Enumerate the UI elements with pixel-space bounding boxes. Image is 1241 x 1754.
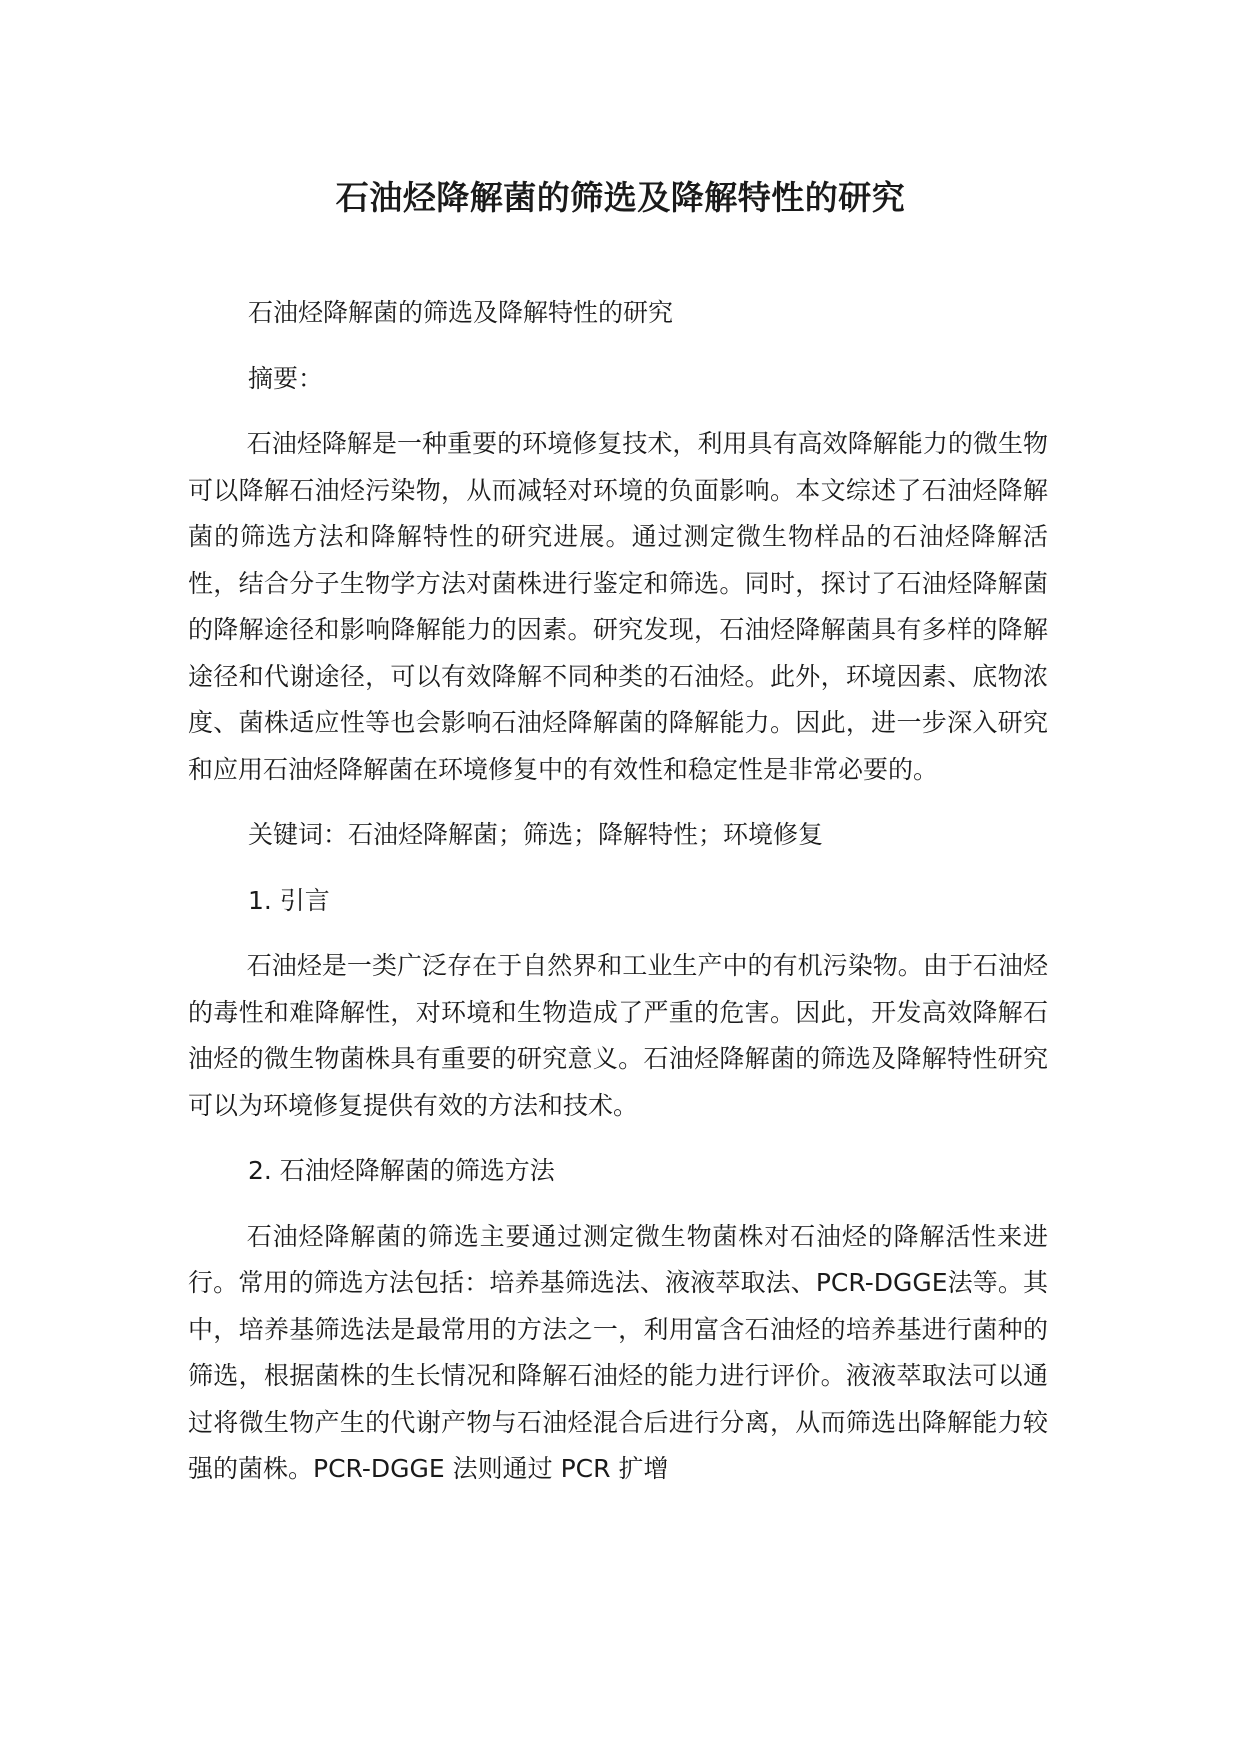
abstract-paragraph: 石油烃降解是一种重要的环境修复技术，利用具有高效降解能力的微生物可以降解石油烃污染物，从而减轻对环境的负面影响。本文综述了石油烃降解菌的筛选方法和降解特性的研究进展。通过测定微生物样品的石油烃降解活性，结合分子生物学方法对菌株进行鉴定和筛选。同时，探讨了石油烃降解菌的降解途径和影响降解能力的因素。研究发现，石油烃降解菌具有多样的降解途径和代谢途径，可以有效降解不同种类的石油烃。此外，环境因素、底物浓度、菌株适应性等也会影响石油烃降解菌的降解能力。因此，进一步深入研究和应用石油烃降解菌在环境修复中的有效性和稳定性是非常必要的。 <box>188 429 1048 784</box>
section-2-heading: 2. 石油烃降解菌的筛选方法 <box>248 1156 555 1185</box>
section-1-heading: 1. 引言 <box>248 885 330 915</box>
document-body <box>188 290 1048 1512</box>
document-subtitle: 石油烃降解菌的筛选及降解特性的研究 <box>248 298 674 327</box>
keywords-line: 关键词：石油烃降解菌；筛选；降解特性；环境修复 <box>248 820 824 849</box>
section-1-paragraph: 石油烃是一类广泛存在于自然界和工业生产中的有机污染物。由于石油烃的毒性和难降解性，对环境和生物造成了严重的危害。因此，开发高效降解石油烃的微生物菌株具有重要的研究意义。石油烃降解菌的筛选及降解特性研究可以为环境修复提供有效的方法和技术。 <box>188 951 1048 1120</box>
document-title: 石油烃降解菌的筛选及降解特性的研究 <box>335 178 906 217</box>
abstract-label: 摘要： <box>248 363 324 393</box>
section-2-paragraph: 石油烃降解菌的筛选主要通过测定微生物菌株对石油烃的降解活性来进行。常用的筛选方法包括：培养基筛选法、液液萃取法、PCR-DGGE法等。其中，培养基筛选法是最常用的方法之一，利用富含石油烃的培养基进行菌种的筛选，根据菌株的生长情况和降解石油烃的能力进行评价。液液萃取法可以通过将微生物产生的代谢产物与石油烃混合后进行分离，从而筛选出降解能力较强的菌株。PCR-DGGE 法则通过 PCR 扩增 <box>188 1221 1048 1483</box>
